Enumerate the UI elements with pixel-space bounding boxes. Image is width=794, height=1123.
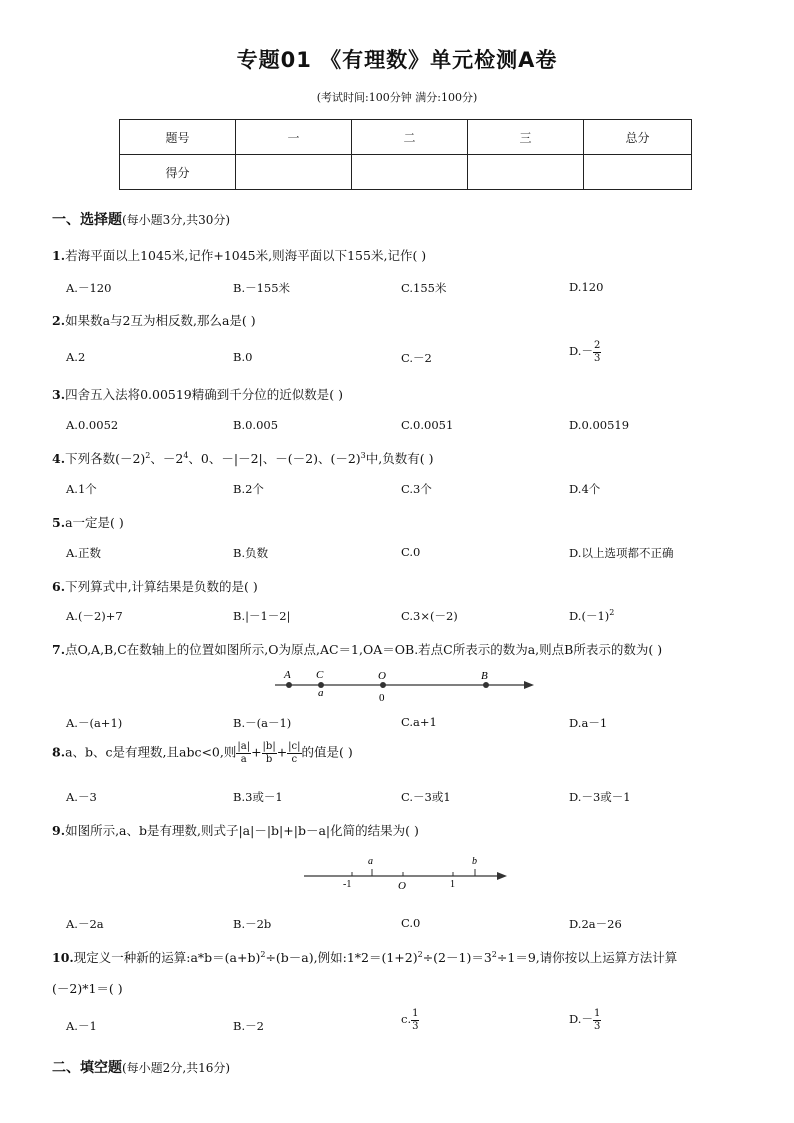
fraction [262, 741, 277, 765]
question-number: 5. [52, 515, 66, 530]
fraction-numerator: |b| [262, 741, 276, 752]
fraction [287, 741, 301, 765]
number-line-figure-q9 [300, 852, 512, 892]
option-a[interactable]: A.正数 [66, 546, 101, 560]
arrow-head-icon [497, 872, 507, 880]
question-text: 四舍五入法将0.00519精确到千分位的近似数是( ) [65, 387, 343, 402]
option-a[interactable]: A.－3 [66, 790, 97, 804]
fraction-numerator: |c| [288, 741, 301, 752]
question-number: 1. [52, 248, 66, 263]
question-4 [52, 449, 433, 467]
fraction [593, 340, 601, 364]
fraction-denominator: 3 [593, 352, 601, 364]
label-minus-one: -1 [343, 879, 352, 890]
option-c[interactable]: C.－2 [401, 351, 432, 365]
question-8 [52, 741, 353, 765]
question-text: 如图所示,a、b是有理数,则式子|a|－|b|+|b－a|化简的结果为( ) [65, 823, 419, 838]
question-text: 、－2 [150, 451, 184, 466]
score-row-label: 得分 [120, 155, 236, 190]
question-number: 2. [52, 313, 66, 328]
section-note: (每小题2分,共16分) [122, 1061, 231, 1075]
option-c[interactable]: C.155米 [401, 281, 447, 295]
question-text: 如果数a与2互为相反数,那么a是( ) [65, 313, 256, 328]
label-point-a: A [284, 669, 291, 681]
option-d[interactable]: D.120 [569, 280, 604, 294]
exponent: 2 [609, 608, 615, 618]
question-text: ÷(b－a),例如:1*2＝(1+2) [265, 950, 418, 965]
option-d[interactable]: D.4个 [569, 482, 601, 496]
score-table [119, 119, 692, 190]
option-c[interactable]: C.3×(－2) [401, 609, 458, 623]
question-text: a一定是( ) [65, 515, 124, 530]
option-b[interactable]: B.－2 [233, 1019, 264, 1033]
question-number: 6. [52, 579, 66, 594]
question-number: 10. [52, 950, 74, 965]
question-text: ÷(2－1)＝3 [422, 950, 492, 965]
question-text: 的值是( ) [301, 744, 353, 760]
score-header-cell: 总分 [584, 120, 692, 155]
option-d[interactable]: D.－3或－1 [569, 790, 631, 804]
exponent: 4 [183, 450, 189, 460]
option-a[interactable]: A.－(a+1) [66, 716, 123, 730]
label-value-a: a [318, 687, 324, 699]
fraction-numerator: 1 [593, 1008, 601, 1019]
label-point-b: B [481, 670, 488, 682]
option-b[interactable]: B.0 [233, 350, 253, 364]
label-zero: 0 [379, 692, 385, 704]
question-1 [52, 246, 426, 264]
question-number: 9. [52, 823, 66, 838]
score-input-cell[interactable] [584, 155, 692, 190]
question-2 [52, 311, 256, 329]
option-b[interactable]: B.－(a－1) [233, 716, 292, 730]
point-b-dot [483, 682, 489, 688]
option-a[interactable]: A.－1 [66, 1019, 97, 1033]
question-text: 若海平面以上1045米,记作+1045米,则海平面以下155米,记作( ) [65, 248, 427, 263]
score-table-score-row [120, 155, 692, 190]
question-5 [52, 513, 124, 531]
label-one: 1 [450, 879, 455, 890]
label-point-o: O [378, 670, 386, 682]
option-c[interactable]: C.3个 [401, 482, 432, 496]
option-c[interactable]: C.0 [401, 545, 421, 559]
score-header-cell: 二 [352, 120, 468, 155]
fraction [236, 741, 251, 765]
option-d-prefix: D.－ [569, 1012, 593, 1026]
exponent: 2 [260, 949, 266, 959]
option-d-text: D.(－1) [569, 609, 610, 623]
score-header-cell: 三 [468, 120, 584, 155]
option-b[interactable]: B.负数 [233, 546, 269, 560]
fraction-denominator: c [291, 753, 298, 765]
question-10 [52, 948, 677, 966]
question-text: 下列各数(－2) [65, 451, 146, 466]
option-b[interactable]: B.－2b [233, 917, 272, 931]
fraction-numerator: 2 [593, 340, 601, 351]
label-point-c: C [316, 669, 324, 681]
fraction-denominator: a [240, 753, 247, 765]
score-header-cell: 一 [236, 120, 352, 155]
exam-info: (考试时间:100分钟 满分:100分) [316, 91, 478, 104]
question-9 [52, 821, 419, 839]
option-c[interactable]: C.0 [401, 916, 421, 930]
fraction-denominator: 3 [412, 1020, 419, 1032]
score-input-cell[interactable] [468, 155, 584, 190]
section-title: 一、选择题 [52, 212, 122, 228]
plus-sign: + [251, 744, 262, 760]
fraction [411, 1008, 419, 1032]
option-b[interactable]: B.|－1－2| [233, 609, 291, 623]
label-a: a [368, 856, 373, 867]
option-d-prefix: D.－ [569, 344, 593, 358]
fraction-numerator: 1 [412, 1008, 419, 1019]
question-10-line-2: (－2)*1＝( ) [52, 981, 123, 996]
fraction [593, 1008, 601, 1032]
question-text: a、b、c是有理数,且abc<0,则 [65, 744, 237, 760]
option-a[interactable]: A.(－2)+7 [66, 609, 123, 623]
question-3 [52, 385, 343, 403]
section-note: (每小题3分,共30分) [122, 213, 231, 227]
section-heading-fill [52, 1057, 230, 1077]
option-a[interactable]: A.0.0052 [66, 418, 119, 432]
question-6 [52, 577, 258, 595]
question-text: 、0、－|－2|、－(－2)、(－2) [188, 451, 361, 466]
option-c[interactable] [401, 1008, 419, 1032]
option-c[interactable]: C.a+1 [401, 715, 437, 729]
option-b[interactable]: B.－155米 [233, 281, 291, 295]
question-number: 3. [52, 387, 66, 402]
question-number: 4. [52, 451, 66, 466]
option-b[interactable]: B.3或－1 [233, 790, 283, 804]
option-c[interactable]: C.0.0051 [401, 418, 454, 432]
question-number: 7. [52, 642, 66, 657]
question-text: 中,负数有( ) [365, 451, 434, 466]
label-origin: O [398, 880, 406, 892]
question-text: 点O,A,B,C在数轴上的位置如图所示,O为原点,AC＝1,OA＝OB.若点C所表示的数为a,则点B所表示的数为( ) [65, 642, 663, 657]
arrow-head-icon [524, 681, 534, 689]
question-text: 下列算式中,计算结果是负数的是( ) [65, 579, 258, 594]
option-b[interactable]: B.2个 [233, 482, 264, 496]
option-b[interactable]: B.0.005 [233, 418, 279, 432]
score-header-cell: 题号 [120, 120, 236, 155]
plus-sign: + [276, 744, 288, 760]
option-a[interactable]: A.2 [66, 350, 86, 364]
page-title: 专题01 《有理数》单元检测A卷 [236, 48, 558, 72]
point-o-dot [380, 682, 386, 688]
option-a[interactable]: A.1个 [66, 482, 97, 496]
question-7 [52, 640, 662, 658]
question-text: ÷1＝9,请你按以上运算方法计算 [496, 950, 678, 965]
score-input-cell[interactable] [236, 155, 352, 190]
point-a-dot [286, 682, 292, 688]
exponent: 2 [417, 949, 423, 959]
section-title: 二、填空题 [52, 1060, 122, 1076]
exponent: 2 [145, 450, 151, 460]
fraction-denominator: 3 [593, 1020, 601, 1032]
option-d[interactable] [569, 1008, 601, 1032]
option-d[interactable] [569, 340, 601, 364]
question-number: 8. [52, 744, 66, 760]
label-b: b [472, 856, 477, 867]
number-line-figure-q7 [270, 665, 540, 705]
option-c-prefix: c. [401, 1012, 412, 1026]
score-input-cell[interactable] [352, 155, 468, 190]
score-table-header-row [120, 120, 692, 155]
option-d[interactable]: D.0.00519 [569, 418, 630, 432]
section-heading-choice [52, 209, 230, 229]
option-d[interactable]: D.以上选项都不正确 [569, 546, 674, 560]
exponent: 3 [360, 450, 366, 460]
question-text: 现定义一种新的运算:a*b＝(a+b) [73, 950, 261, 965]
option-a[interactable]: A.－2a [66, 917, 104, 931]
fraction-numerator: |a| [237, 741, 251, 752]
fraction-denominator: b [265, 753, 273, 765]
option-a[interactable]: A.－120 [66, 281, 112, 295]
exponent: 2 [491, 949, 497, 959]
option-d[interactable]: D.2a－26 [569, 917, 622, 931]
option-c[interactable]: C.－3或1 [401, 790, 451, 804]
option-d[interactable] [569, 608, 614, 624]
option-d[interactable]: D.a－1 [569, 716, 608, 730]
